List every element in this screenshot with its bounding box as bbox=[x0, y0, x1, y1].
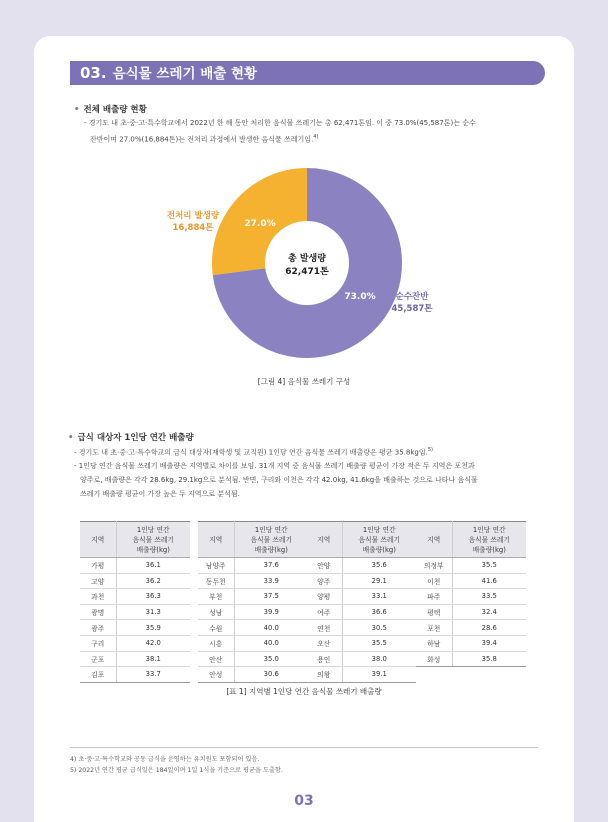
section-title: 음식물 쓰레기 배출 현황 bbox=[112, 66, 258, 82]
table-row bbox=[416, 589, 526, 605]
table-row bbox=[416, 635, 526, 651]
region-value: 33.9 bbox=[234, 573, 308, 589]
header-region: 지역 bbox=[80, 522, 116, 558]
table-row bbox=[416, 651, 526, 667]
region-name: 광명 bbox=[80, 604, 116, 620]
region-value: 41.6 bbox=[452, 573, 526, 589]
table-row bbox=[198, 651, 308, 667]
region-value: 36.1 bbox=[116, 558, 190, 574]
table-caption: [표 1] 지역별 1인당 연간 음식물 쓰레기 배출량 bbox=[226, 687, 382, 696]
region-name: 김포 bbox=[80, 667, 116, 683]
donut-chart bbox=[34, 36, 574, 376]
table-row bbox=[198, 620, 308, 636]
table-row bbox=[416, 604, 526, 620]
table-row bbox=[306, 620, 416, 636]
region-table-3 bbox=[306, 521, 416, 683]
figure-caption: [그림 4] 음식물 쓰레기 구성 bbox=[257, 377, 351, 386]
table-row bbox=[306, 667, 416, 683]
region-value: 35.6 bbox=[342, 558, 416, 574]
footnote-ref-4: 4) bbox=[313, 134, 319, 140]
region-name: 과천 bbox=[80, 589, 116, 605]
table-row bbox=[80, 589, 190, 605]
table-row bbox=[80, 635, 190, 651]
region-value: 36.3 bbox=[116, 589, 190, 605]
region-name: 성남 bbox=[198, 604, 234, 620]
table-row bbox=[306, 635, 416, 651]
per-capita-para2-line3: 쓰레기 배출량 평균이 가장 높은 두 지역으로 분석됨. bbox=[80, 490, 240, 499]
slice-value-prep: 16,884톤 bbox=[172, 223, 214, 233]
region-value: 36.2 bbox=[116, 573, 190, 589]
table-row bbox=[80, 604, 190, 620]
page bbox=[34, 36, 574, 822]
header-region: 지역 bbox=[306, 522, 342, 558]
table-row bbox=[80, 558, 190, 574]
table-row bbox=[306, 589, 416, 605]
region-value: 35.5 bbox=[452, 558, 526, 574]
slice-value-main: 45,587톤 bbox=[391, 304, 433, 314]
center-value: 62,471톤 bbox=[285, 267, 329, 277]
table-row bbox=[198, 558, 308, 574]
region-name: 양주 bbox=[306, 573, 342, 589]
per-capita-para2-line1: - 1인당 연간 음식물 쓰레기 배출량은 지역별로 차이를 보임. 31개 지역 중 음식물 쓰레기 배출량 평균이 가장 적은 두 지역은 포천과 bbox=[74, 462, 475, 471]
region-value: 38.1 bbox=[116, 651, 190, 667]
header-per-capita: 1인당 연간 음식물 쓰레기 배출량(kg) bbox=[452, 522, 526, 558]
region-value: 37.5 bbox=[234, 589, 308, 605]
header-region: 지역 bbox=[198, 522, 234, 558]
region-table-4 bbox=[416, 521, 526, 667]
slice-percent-prep: 27.0% bbox=[244, 219, 276, 229]
table-row bbox=[306, 558, 416, 574]
region-value: 37.6 bbox=[234, 558, 308, 574]
region-value: 40.0 bbox=[234, 635, 308, 651]
region-name: 수원 bbox=[198, 620, 234, 636]
region-name: 연천 bbox=[306, 620, 342, 636]
region-value: 42.0 bbox=[116, 635, 190, 651]
region-value: 32.4 bbox=[452, 604, 526, 620]
table-row bbox=[198, 604, 308, 620]
region-value: 35.9 bbox=[116, 620, 190, 636]
region-name: 남양주 bbox=[198, 558, 234, 574]
region-name: 포천 bbox=[416, 620, 452, 636]
region-name: 하남 bbox=[416, 635, 452, 651]
footnote-divider bbox=[70, 747, 538, 748]
header-per-capita: 1인당 연간 음식물 쓰레기 배출량(kg) bbox=[234, 522, 308, 558]
region-name: 안성 bbox=[198, 667, 234, 683]
region-value: 33.5 bbox=[452, 589, 526, 605]
table-row bbox=[80, 651, 190, 667]
header-region: 지역 bbox=[416, 522, 452, 558]
region-name: 여주 bbox=[306, 604, 342, 620]
region-value: 39.4 bbox=[452, 635, 526, 651]
region-name: 안산 bbox=[198, 651, 234, 667]
region-table-2 bbox=[198, 521, 308, 683]
header-per-capita: 1인당 연간 음식물 쓰레기 배출량(kg) bbox=[342, 522, 416, 558]
slice-percent-main: 73.0% bbox=[344, 292, 376, 302]
total-emission-title: 전체 배출량 현황 bbox=[83, 105, 147, 115]
per-capita-paragraph bbox=[74, 443, 564, 501]
region-name: 이천 bbox=[416, 573, 452, 589]
region-name: 화성 bbox=[416, 651, 452, 667]
table-row bbox=[416, 573, 526, 589]
region-value: 33.7 bbox=[116, 667, 190, 683]
region-value: 35.0 bbox=[234, 651, 308, 667]
region-name: 파주 bbox=[416, 589, 452, 605]
region-value: 30.5 bbox=[342, 620, 416, 636]
footnote-4: 4) 초·중·고·특수학교와 공동 급식을 운영하는 유치원도 포함되어 있음. bbox=[70, 756, 260, 763]
region-name: 부천 bbox=[198, 589, 234, 605]
footnote-ref-5: 5) bbox=[427, 447, 433, 453]
slice-name-prep: 전처리 발생량 bbox=[166, 211, 220, 221]
region-name: 양평 bbox=[306, 589, 342, 605]
region-value: 40.0 bbox=[234, 620, 308, 636]
region-name: 오산 bbox=[306, 635, 342, 651]
footnote-5: 5) 2022년 연간 평균 급식일은 184일이며 1일 1식을 기준으로 평균을 도출함. bbox=[70, 767, 283, 774]
table-row bbox=[80, 573, 190, 589]
table-row bbox=[80, 667, 190, 683]
table-row bbox=[306, 604, 416, 620]
table-row bbox=[416, 620, 526, 636]
region-value: 35.5 bbox=[342, 635, 416, 651]
header-per-capita: 1인당 연간 음식물 쓰레기 배출량(kg) bbox=[116, 522, 190, 558]
region-value: 36.6 bbox=[342, 604, 416, 620]
total-para-line1: - 경기도 내 초·중·고·특수학교에서 2022년 한 해 동안 처리한 음식물 쓰레기는 총 62,471톤임. 이 중 73.0%(45,587톤)는 순수 bbox=[84, 119, 476, 127]
table-row bbox=[198, 573, 308, 589]
region-name: 평택 bbox=[416, 604, 452, 620]
region-name: 고양 bbox=[80, 573, 116, 589]
section-number: 03. bbox=[80, 64, 107, 82]
region-name: 광주 bbox=[80, 620, 116, 636]
region-name: 용인 bbox=[306, 651, 342, 667]
per-capita-para1: - 경기도 내 초·중·고·특수학교의 급식 대상자(재학생 및 교직원) 1인당 연간 음식물 쓰레기 배출량은 평균 35.8kg임. bbox=[74, 448, 428, 457]
region-name: 의왕 bbox=[306, 667, 342, 683]
bullet-icon: • bbox=[74, 105, 80, 115]
per-capita-heading bbox=[68, 431, 194, 443]
center-label: 총 발생량 bbox=[288, 254, 326, 264]
region-value: 39.1 bbox=[342, 667, 416, 683]
table-row bbox=[198, 667, 308, 683]
bullet-icon: • bbox=[68, 433, 74, 443]
region-name: 구리 bbox=[80, 635, 116, 651]
region-table-1 bbox=[80, 521, 190, 683]
table-row bbox=[306, 651, 416, 667]
region-name: 동두천 bbox=[198, 573, 234, 589]
table-row bbox=[306, 573, 416, 589]
table-row bbox=[198, 635, 308, 651]
region-value: 33.1 bbox=[342, 589, 416, 605]
region-value: 31.3 bbox=[116, 604, 190, 620]
table-row bbox=[80, 620, 190, 636]
region-name: 가평 bbox=[80, 558, 116, 574]
region-name: 시흥 bbox=[198, 635, 234, 651]
per-capita-para2-line2: 양주로, 배출량은 각각 28.6kg, 29.1kg으로 분석됨. 반면, 구리와 이천은 각각 42.0kg, 41.6kg을 배출하는 것으로 나타나 음식물 bbox=[80, 476, 478, 485]
region-value: 30.6 bbox=[234, 667, 308, 683]
region-value: 35.8 bbox=[452, 651, 526, 667]
table-row bbox=[198, 589, 308, 605]
region-value: 39.9 bbox=[234, 604, 308, 620]
per-capita-title: 급식 대상자 1인당 연간 배출량 bbox=[77, 433, 194, 443]
region-value: 38.0 bbox=[342, 651, 416, 667]
region-value: 28.6 bbox=[452, 620, 526, 636]
table-row bbox=[416, 558, 526, 574]
total-para-line2: 잔반이며 27.0%(16,884톤)는 전처리 과정에서 발생한 음식물 쓰레기임. bbox=[90, 135, 314, 144]
slice-name-main: 순수잔반 bbox=[395, 292, 429, 302]
region-value: 29.1 bbox=[342, 573, 416, 589]
region-name: 의정부 bbox=[416, 558, 452, 574]
page-number: 03 bbox=[294, 793, 314, 809]
region-name: 군포 bbox=[80, 651, 116, 667]
region-name: 안양 bbox=[306, 558, 342, 574]
